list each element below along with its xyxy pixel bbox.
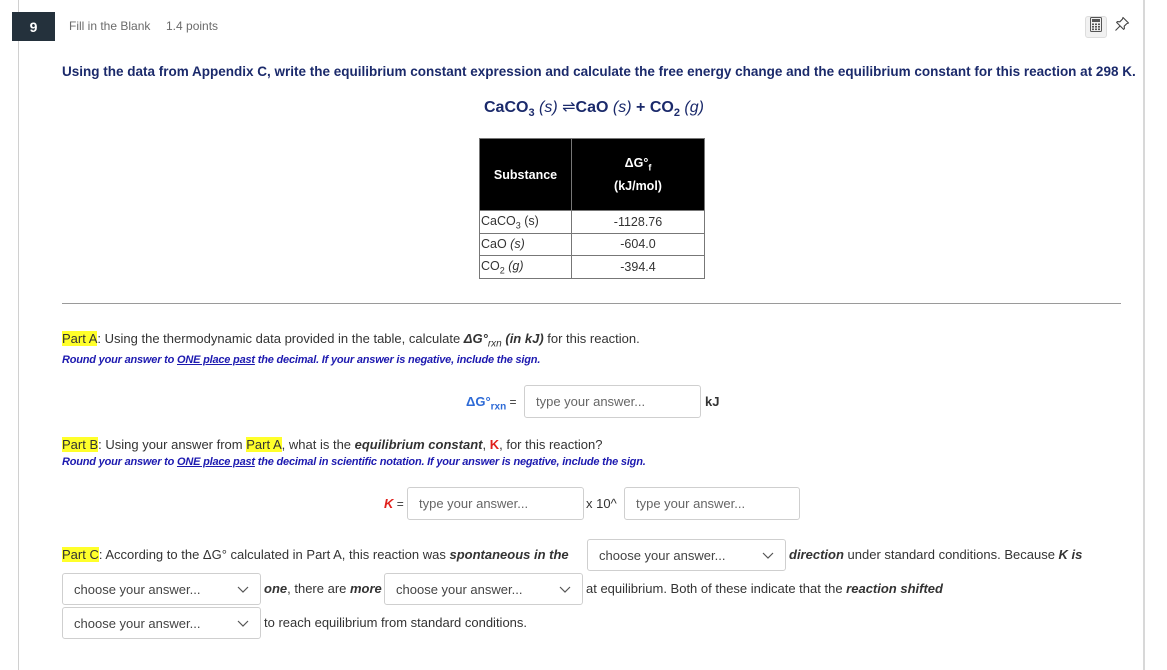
part-b-question: Part B: Using your answer from Part A, what is the equilibrium constant, K, for this reaction? bbox=[62, 437, 603, 452]
k-mantissa-input[interactable]: type your answer... bbox=[407, 487, 584, 520]
species-select[interactable]: choose your answer... bbox=[384, 573, 583, 605]
part-a-rounding-note: Round your answer to ONE place past the decimal. If your answer is negative, include the sign. bbox=[62, 354, 541, 366]
substance-cell: CaCO$_3$ (s) bbox=[480, 211, 572, 234]
part-c-question: Part C: According to the ΔG° calculated in Part A, this reaction was spontaneous in the bbox=[62, 547, 569, 562]
k-comparison-select[interactable]: choose your answer... bbox=[62, 573, 261, 605]
question-points: 1.4 points bbox=[166, 19, 219, 33]
calculator-icon bbox=[1090, 17, 1102, 37]
header-delta-g: $\Delta G^\circ_f$ (kJ/mol) bbox=[572, 139, 705, 211]
question-type: Fill in the Blank bbox=[69, 19, 151, 33]
question-number-badge: 9 bbox=[12, 12, 55, 41]
part-c-text-4: at equilibrium. Both of these indicate that the reaction shifted bbox=[586, 581, 943, 596]
substance-cell: CaO (s) bbox=[480, 233, 572, 256]
part-c-text-2: direction under standard conditions. Because K is bbox=[789, 547, 1083, 562]
left-rail bbox=[18, 0, 19, 670]
pin-button[interactable] bbox=[1113, 16, 1131, 36]
part-c-text-5: to reach equilibrium from standard conditions. bbox=[264, 615, 528, 630]
reaction-equation: CaCO$_3$ (s) ⇌CaO $(s) + CO_2$ (g) bbox=[484, 99, 704, 120]
part-b-label: Part B bbox=[62, 437, 99, 452]
delta-g-rxn-input[interactable]: type your answer... bbox=[524, 385, 701, 418]
table-row bbox=[480, 211, 705, 234]
value-cell: -394.4 bbox=[572, 256, 705, 279]
kj-unit-label: kJ bbox=[705, 394, 720, 409]
header-substance: Substance bbox=[480, 139, 572, 211]
thermo-data-table bbox=[479, 138, 705, 279]
times-ten-label: x 10^ bbox=[586, 496, 617, 511]
chevron-down-icon bbox=[762, 551, 774, 559]
calculator-button[interactable] bbox=[1085, 16, 1107, 38]
table-row bbox=[480, 256, 705, 279]
pin-icon bbox=[1114, 16, 1130, 37]
part-a-input-label: $\Delta G^\circ_{rxn}$ = bbox=[466, 394, 517, 413]
direction-select[interactable]: choose your answer... bbox=[587, 539, 786, 571]
table-row bbox=[480, 233, 705, 256]
k-input-label: K = bbox=[384, 496, 404, 511]
value-cell: -604.0 bbox=[572, 233, 705, 256]
chevron-down-icon bbox=[237, 619, 249, 627]
chevron-down-icon bbox=[237, 585, 249, 593]
substance-cell: $CO_2$ (g) bbox=[480, 256, 572, 279]
question-prompt: Using the data from Appendix C, write the equilibrium constant expression and calculate the free energy change and the equilibrium constant for this reaction at 298 K. bbox=[62, 64, 1136, 79]
section-divider bbox=[62, 303, 1121, 304]
part-a-label: Part A bbox=[62, 331, 98, 346]
part-a-question: Part A: Using the thermodynamic data provided in the table, calculate $\Delta G^\circ_{rxn}$ (in kJ) for this reaction. bbox=[62, 331, 640, 350]
right-rail bbox=[1143, 0, 1145, 670]
shift-direction-select[interactable]: choose your answer... bbox=[62, 607, 261, 639]
k-exponent-input[interactable]: type your answer... bbox=[624, 487, 800, 520]
part-c-text-3: one, there are more bbox=[264, 581, 382, 596]
part-c-label: Part C bbox=[62, 547, 99, 562]
part-a-reference: Part A bbox=[246, 437, 282, 452]
value-cell: -1128.76 bbox=[572, 211, 705, 234]
part-b-rounding-note: Round your answer to ONE place past the decimal in scientific notation. If your answer is negative, include the sign. bbox=[62, 456, 646, 468]
chevron-down-icon bbox=[559, 585, 571, 593]
